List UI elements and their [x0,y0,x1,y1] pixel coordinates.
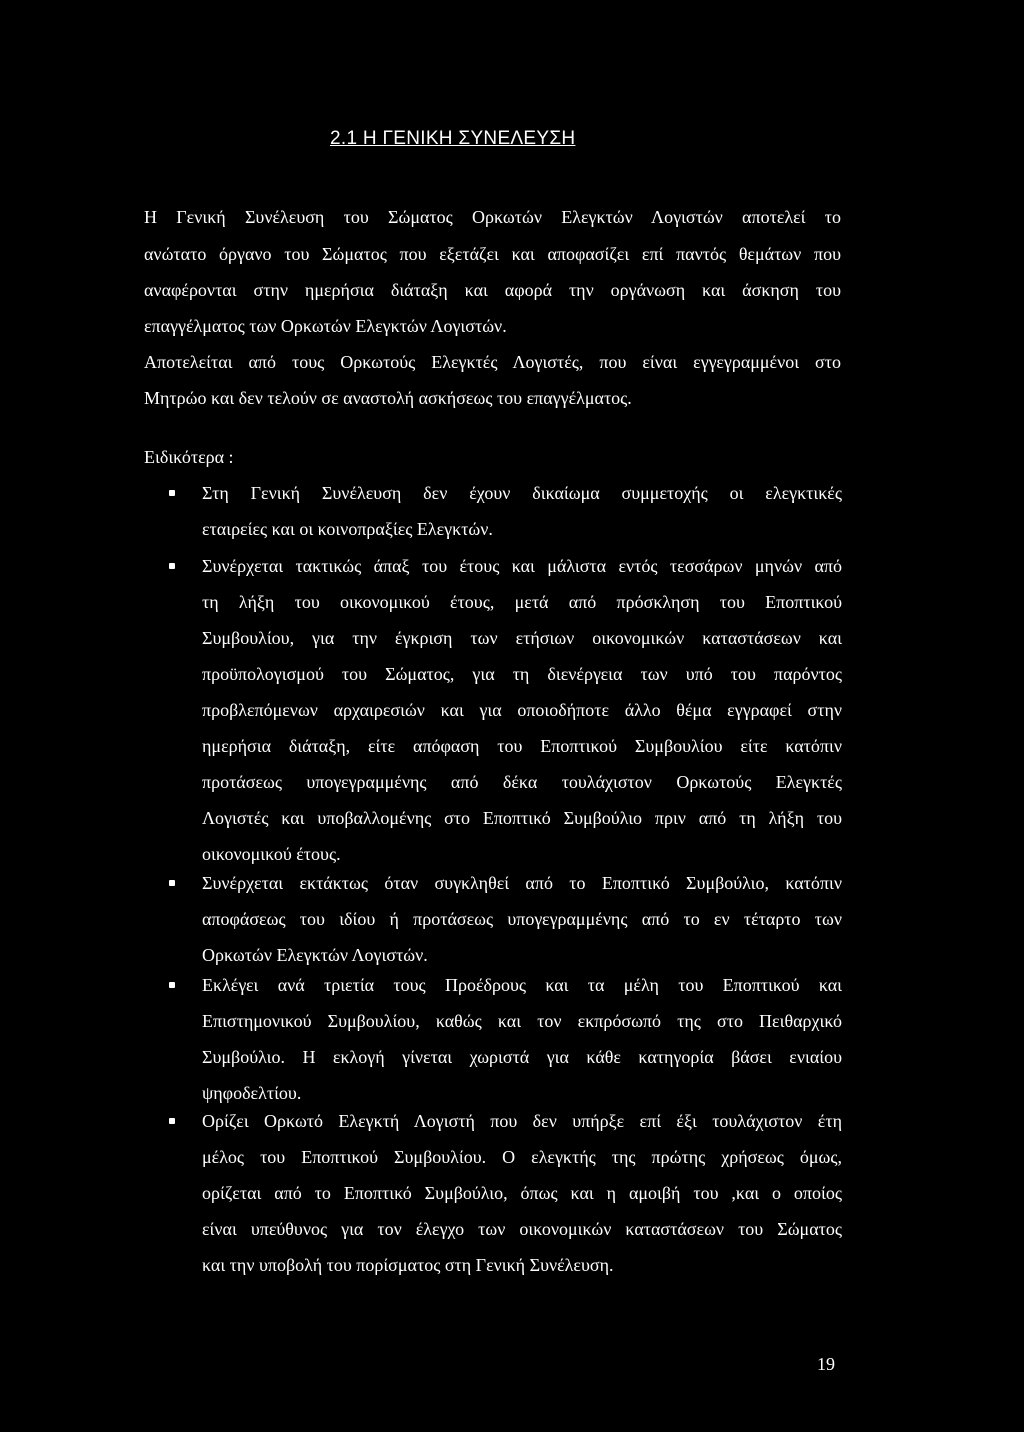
intro-line: αναφέρονται στην ημερήσια διάταξη και αφορά την οργάνωση και άσκηση του [144,280,841,300]
bullet-line: Επιστημονικού Συμβουλίου, καθώς και τον εκπρόσωπό της στο Πειθαρχικό [202,1011,842,1031]
bullet-icon [169,563,175,569]
bullet-line: εταιρείες και οι κοινοπραξίες Ελεγκτών. [202,519,493,539]
bullet-line: Εκλέγει ανά τριετία τους Προέδρους και τα μέλη του Εποπτικού και [202,975,842,995]
bullet-line: Λογιστές και υποβαλλομένης στο Εποπτικό Συμβούλιο πριν από τη λήξη του [202,808,842,828]
page-number: 19 [817,1354,835,1374]
bullet-line: Συμβουλίου, για την έγκριση των ετήσιων οικονομικών καταστάσεων και [202,628,842,648]
bullet-line: προτάσεως υπογεγραμμένης από δέκα τουλάχιστον Ορκωτούς Ελεγκτές [202,772,842,792]
section-heading: 2.1 Η ΓΕΝΙΚΗ ΣΥΝΕΛΕΥΣΗ [330,128,576,149]
bullet-line: προβλεπόμενων αρχαιρεσιών και για οποιοδήποτε άλλο θέμα εγγραφεί στην [202,700,842,720]
bullet-line: ψηφοδελτίου. [202,1083,302,1103]
bullet-line: τη λήξη του οικονομικού έτους, μετά από πρόσκληση του Εποπτικού [202,592,842,612]
bullet-line: ορίζεται από το Εποπτικό Συμβούλιο, όπως και η αμοιβή του ,και ο οποίος [202,1183,842,1203]
bullet-line: Ορκωτών Ελεγκτών Λογιστών. [202,945,428,965]
bullet-line: είναι υπεύθυνος για τον έλεγχο των οικονομικών καταστάσεων του Σώματος [202,1219,842,1239]
bullet-line: Συνέρχεται τακτικώς άπαξ του έτους και μάλιστα εντός τεσσάρων μηνών από [202,556,842,576]
bullet-line: Ορίζει Ορκωτό Ελεγκτή Λογιστή που δεν υπήρξε επί έξι τουλάχιστον έτη [202,1111,842,1131]
intro-line: Μητρώο και δεν τελούν σε αναστολή ασκήσεως του επαγγέλματος. [144,388,632,408]
specifically-label: Ειδικότερα : [144,447,234,467]
bullet-line: ημερήσια διάταξη, είτε απόφαση του Εποπτικού Συμβουλίου είτε κατόπιν [202,736,842,756]
intro-line: Αποτελείται από τους Ορκωτούς Ελεγκτές Λογιστές, που είναι εγγεγραμμένοι στο [144,352,841,372]
bullet-line: Συνέρχεται εκτάκτως όταν συγκληθεί από το Εποπτικό Συμβούλιο, κατόπιν [202,873,842,893]
bullet-icon [169,1118,175,1124]
bullet-line: οικονομικού έτους. [202,844,341,864]
bullet-line: και την υποβολή του πορίσματος στη Γενική Συνέλευση. [202,1255,614,1275]
intro-line: Η Γενική Συνέλευση του Σώματος Ορκωτών Ελεγκτών Λογιστών αποτελεί το [144,207,841,227]
bullet-line: προϋπολογισμού του Σώματος, για τη διενέργεια των υπό του παρόντος [202,664,842,684]
bullet-line: Συμβούλιο. Η εκλογή γίνεται χωριστά για κάθε κατηγορία βάσει ενιαίου [202,1047,842,1067]
bullet-icon [169,982,175,988]
bullet-line: Στη Γενική Συνέλευση δεν έχουν δικαίωμα συμμετοχής οι ελεγκτικές [202,483,842,503]
bullet-icon [169,880,175,886]
bullet-icon [169,490,175,496]
bullet-line: μέλος του Εποπτικού Συμβουλίου. Ο ελεγκτής της πρώτης χρήσεως όμως, [202,1147,842,1167]
bullet-line: αποφάσεως του ιδίου ή προτάσεως υπογεγραμμένης από το εν τέταρτο των [202,909,842,929]
intro-line: ανώτατο όργανο του Σώματος που εξετάζει και αποφασίζει επί παντός θεμάτων που [144,244,841,264]
intro-line: επαγγέλματος των Ορκωτών Ελεγκτών Λογιστών. [144,316,507,336]
